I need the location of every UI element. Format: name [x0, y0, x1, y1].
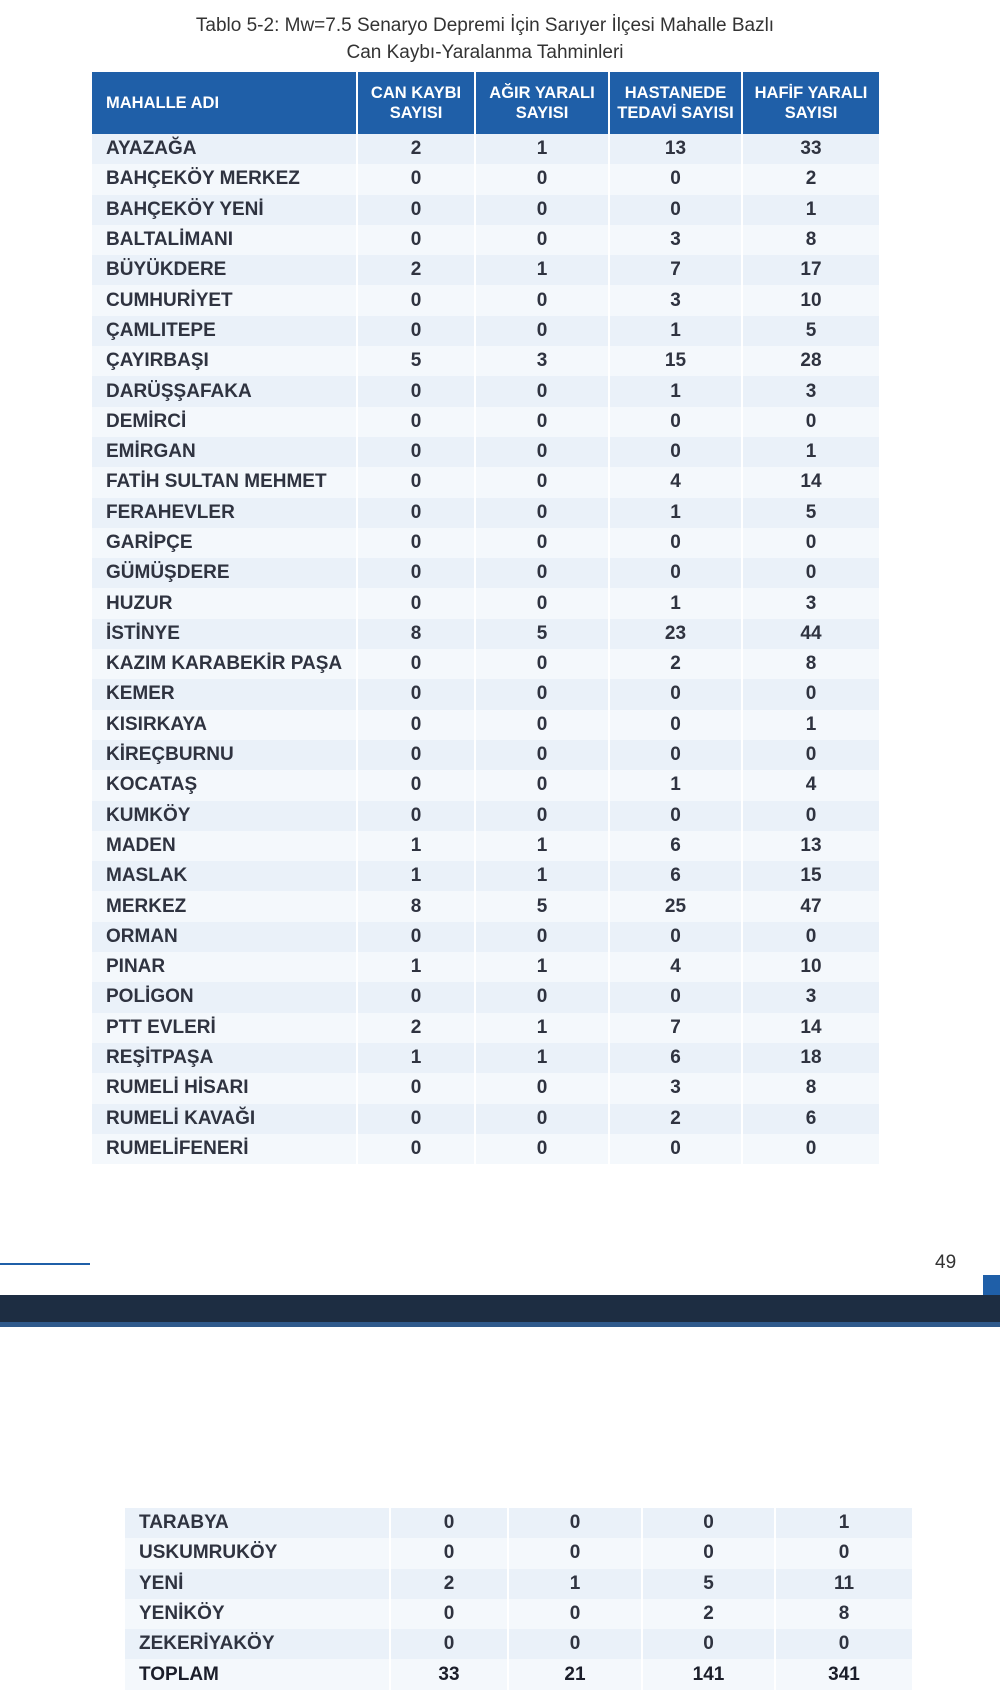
cell-hafif-yarali: 47: [742, 891, 879, 921]
cell-mahalle-adi: KAZIM KARABEKİR PAŞA: [92, 649, 357, 679]
page-number: 49: [935, 1252, 957, 1273]
cell-agir-yarali: 1: [475, 861, 609, 891]
table-row: [125, 1569, 912, 1599]
cell-can-kaybi: 0: [357, 225, 475, 255]
table-row: [92, 528, 879, 558]
cell-agir-yarali: 0: [475, 437, 609, 467]
cell-hafif-yarali: 3: [742, 982, 879, 1012]
cell-can-kaybi: 8: [357, 891, 475, 921]
cell-hafif-yarali: 0: [742, 407, 879, 437]
cell-can-kaybi: 0: [357, 437, 475, 467]
table-row: [125, 1538, 912, 1568]
cell-can-kaybi: 0: [357, 1134, 475, 1164]
cell-can-kaybi: 0: [357, 407, 475, 437]
cell-mahalle-adi: KEMER: [92, 679, 357, 709]
cell-hastanede-tedavi: 0: [609, 195, 742, 225]
cell-hastanede-tedavi: 0: [609, 801, 742, 831]
header-agir-yarali-line1: AĞIR YARALI: [489, 84, 595, 102]
table-row: [92, 316, 879, 346]
table-body-page-2: [125, 1508, 912, 1690]
cell-can-kaybi: 0: [357, 740, 475, 770]
table-row: [92, 982, 879, 1012]
cell-hafif-yarali: 5: [742, 316, 879, 346]
cell-hafif-yarali: 5: [742, 498, 879, 528]
table-row: [92, 285, 879, 315]
cell-hafif-yarali: 0: [742, 558, 879, 588]
table-row: [92, 1134, 879, 1164]
cell-agir-yarali: 1: [475, 831, 609, 861]
header-hafif-yarali-line2: SAYISI: [784, 104, 838, 122]
cell-can-kaybi: 0: [357, 679, 475, 709]
cell-can-kaybi: 0: [357, 649, 475, 679]
cell-agir-yarali: 1: [475, 134, 609, 164]
header-can-kaybi: [357, 72, 475, 134]
cell-agir-yarali: 1: [475, 1043, 609, 1073]
table-row: [92, 225, 879, 255]
total-cell-hafif-yarali: 341: [775, 1659, 912, 1689]
table-row: [92, 407, 879, 437]
cell-mahalle-adi: MERKEZ: [92, 891, 357, 921]
cell-hastanede-tedavi: 0: [609, 679, 742, 709]
cell-agir-yarali: 0: [475, 740, 609, 770]
cell-mahalle-adi: RUMELİ KAVAĞI: [92, 1104, 357, 1134]
cell-agir-yarali: 0: [508, 1508, 642, 1538]
cell-agir-yarali: 0: [475, 467, 609, 497]
cell-hastanede-tedavi: 3: [609, 1073, 742, 1103]
footer-rule: [0, 1263, 90, 1265]
cell-can-kaybi: 0: [390, 1599, 508, 1629]
cell-hastanede-tedavi: 0: [642, 1629, 775, 1659]
cell-hafif-yarali: 15: [742, 861, 879, 891]
cell-hafif-yarali: 33: [742, 134, 879, 164]
cell-mahalle-adi: BALTALİMANI: [92, 225, 357, 255]
header-can-kaybi-line2: SAYISI: [389, 104, 443, 122]
cell-agir-yarali: 0: [475, 922, 609, 952]
table-row: [92, 649, 879, 679]
cell-agir-yarali: 5: [475, 619, 609, 649]
table-row: [92, 1073, 879, 1103]
cell-hastanede-tedavi: 6: [609, 1043, 742, 1073]
total-cell-agir-yarali: 21: [508, 1659, 642, 1689]
cell-hafif-yarali: 10: [742, 952, 879, 982]
cell-hastanede-tedavi: 3: [609, 225, 742, 255]
cell-agir-yarali: 0: [475, 770, 609, 800]
header-hastanede-tedavi: [609, 72, 742, 134]
cell-mahalle-adi: YENİ: [125, 1569, 390, 1599]
page-break-band-edge: [0, 1322, 1000, 1327]
cell-can-kaybi: 0: [357, 801, 475, 831]
header-agir-yarali: [475, 72, 609, 134]
cell-hastanede-tedavi: 5: [642, 1569, 775, 1599]
table-row: [92, 437, 879, 467]
cell-can-kaybi: 2: [357, 1013, 475, 1043]
cell-agir-yarali: 0: [508, 1538, 642, 1568]
cell-hastanede-tedavi: 4: [609, 467, 742, 497]
cell-hastanede-tedavi: 0: [609, 710, 742, 740]
cell-agir-yarali: 0: [475, 710, 609, 740]
cell-can-kaybi: 1: [357, 1043, 475, 1073]
cell-hafif-yarali: 14: [742, 467, 879, 497]
cell-agir-yarali: 0: [475, 225, 609, 255]
cell-hafif-yarali: 0: [742, 528, 879, 558]
caption-line-1: Tablo 5-2: Mw=7.5 Senaryo Depremi İçin Sarıyer İlçesi Mahalle Bazlı: [195, 15, 775, 36]
cell-hafif-yarali: 0: [742, 740, 879, 770]
cell-hastanede-tedavi: 7: [609, 1013, 742, 1043]
cell-hafif-yarali: 0: [742, 922, 879, 952]
cell-agir-yarali: 0: [475, 528, 609, 558]
cell-hastanede-tedavi: 1: [609, 498, 742, 528]
table-row: [125, 1599, 912, 1629]
cell-can-kaybi: 1: [357, 952, 475, 982]
cell-can-kaybi: 0: [357, 498, 475, 528]
header-hafif-yarali: [742, 72, 879, 134]
total-cell-hastanede-tedavi: 141: [642, 1659, 775, 1689]
table-row: [92, 255, 879, 285]
cell-mahalle-adi: BAHÇEKÖY YENİ: [92, 195, 357, 225]
cell-hafif-yarali: 0: [742, 679, 879, 709]
cell-mahalle-adi: BAHÇEKÖY MERKEZ: [92, 164, 357, 194]
table-row: [92, 922, 879, 952]
table-row: [92, 1043, 879, 1073]
cell-mahalle-adi: DEMİRCİ: [92, 407, 357, 437]
cell-hastanede-tedavi: 1: [609, 316, 742, 346]
cell-mahalle-adi: MASLAK: [92, 861, 357, 891]
cell-hastanede-tedavi: 2: [609, 649, 742, 679]
cell-can-kaybi: 0: [357, 164, 475, 194]
cell-mahalle-adi: ZEKERİYAKÖY: [125, 1629, 390, 1659]
cell-mahalle-adi: FATİH SULTAN MEHMET: [92, 467, 357, 497]
cell-mahalle-adi: TARABYA: [125, 1508, 390, 1538]
table-row: [92, 588, 879, 618]
cell-hafif-yarali: 8: [775, 1599, 912, 1629]
cell-can-kaybi: 0: [390, 1508, 508, 1538]
table-row: [92, 679, 879, 709]
cell-mahalle-adi: ÇAMLITEPE: [92, 316, 357, 346]
total-cell-can-kaybi: 33: [390, 1659, 508, 1689]
cell-can-kaybi: 0: [390, 1629, 508, 1659]
cell-agir-yarali: 1: [508, 1569, 642, 1599]
page-break-band: [0, 1295, 1000, 1325]
cell-can-kaybi: 0: [357, 1073, 475, 1103]
cell-hafif-yarali: 6: [742, 1104, 879, 1134]
table-caption: [0, 12, 970, 66]
total-row: [125, 1659, 912, 1689]
cell-mahalle-adi: RUMELİFENERİ: [92, 1134, 357, 1164]
cell-can-kaybi: 0: [357, 558, 475, 588]
cell-hafif-yarali: 28: [742, 346, 879, 376]
cell-mahalle-adi: YENİKÖY: [125, 1599, 390, 1629]
cell-agir-yarali: 0: [475, 316, 609, 346]
cell-can-kaybi: 5: [357, 346, 475, 376]
table-row: [92, 376, 879, 406]
cell-agir-yarali: 0: [475, 1134, 609, 1164]
cell-agir-yarali: 0: [475, 164, 609, 194]
cell-can-kaybi: 0: [357, 982, 475, 1012]
cell-hastanede-tedavi: 23: [609, 619, 742, 649]
cell-can-kaybi: 0: [357, 285, 475, 315]
cell-hastanede-tedavi: 6: [609, 861, 742, 891]
cell-hastanede-tedavi: 1: [609, 770, 742, 800]
table-row: [92, 558, 879, 588]
header-row: [92, 72, 879, 134]
cell-agir-yarali: 0: [475, 498, 609, 528]
cell-mahalle-adi: POLİGON: [92, 982, 357, 1012]
cell-agir-yarali: 0: [475, 376, 609, 406]
cell-hafif-yarali: 44: [742, 619, 879, 649]
cell-can-kaybi: 1: [357, 831, 475, 861]
cell-hafif-yarali: 0: [742, 1134, 879, 1164]
cell-agir-yarali: 0: [475, 407, 609, 437]
cell-hafif-yarali: 14: [742, 1013, 879, 1043]
header-hastanede-tedavi-line2: TEDAVİ SAYISI: [617, 104, 734, 122]
cell-hastanede-tedavi: 15: [609, 346, 742, 376]
cell-mahalle-adi: KUMKÖY: [92, 801, 357, 831]
cell-can-kaybi: 0: [357, 770, 475, 800]
table-row: [125, 1629, 912, 1659]
cell-agir-yarali: 1: [475, 952, 609, 982]
cell-mahalle-adi: KISIRKAYA: [92, 710, 357, 740]
cell-hafif-yarali: 10: [742, 285, 879, 315]
cell-mahalle-adi: CUMHURİYET: [92, 285, 357, 315]
table-row: [92, 346, 879, 376]
cell-can-kaybi: 0: [357, 588, 475, 618]
cell-agir-yarali: 0: [475, 679, 609, 709]
table-row: [125, 1508, 912, 1538]
cell-hastanede-tedavi: 2: [609, 1104, 742, 1134]
cell-can-kaybi: 0: [357, 922, 475, 952]
cell-hafif-yarali: 0: [775, 1538, 912, 1568]
cell-can-kaybi: 0: [357, 1104, 475, 1134]
cell-mahalle-adi: BÜYÜKDERE: [92, 255, 357, 285]
cell-hastanede-tedavi: 0: [609, 164, 742, 194]
table-row: [92, 195, 879, 225]
table-row: [92, 740, 879, 770]
table-row: [92, 164, 879, 194]
cell-mahalle-adi: KOCATAŞ: [92, 770, 357, 800]
cell-can-kaybi: 0: [357, 467, 475, 497]
cell-can-kaybi: 0: [390, 1538, 508, 1568]
cell-hastanede-tedavi: 0: [609, 922, 742, 952]
cell-mahalle-adi: FERAHEVLER: [92, 498, 357, 528]
cell-hastanede-tedavi: 3: [609, 285, 742, 315]
cell-agir-yarali: 0: [475, 588, 609, 618]
cell-mahalle-adi: PTT EVLERİ: [92, 1013, 357, 1043]
cell-hastanede-tedavi: 0: [609, 1134, 742, 1164]
header-can-kaybi-line1: CAN KAYBI: [370, 84, 462, 102]
cell-agir-yarali: 1: [475, 1013, 609, 1043]
cell-can-kaybi: 0: [357, 316, 475, 346]
total-cell-mahalle-adi: TOPLAM: [125, 1659, 390, 1689]
cell-agir-yarali: 0: [475, 982, 609, 1012]
cell-mahalle-adi: REŞİTPAŞA: [92, 1043, 357, 1073]
cell-agir-yarali: 0: [508, 1599, 642, 1629]
cell-agir-yarali: 0: [475, 285, 609, 315]
cell-hafif-yarali: 13: [742, 831, 879, 861]
cell-hafif-yarali: 11: [775, 1569, 912, 1599]
header-hastanede-tedavi-line1: HASTANEDE: [624, 84, 727, 102]
cell-agir-yarali: 0: [475, 558, 609, 588]
cell-hastanede-tedavi: 1: [609, 376, 742, 406]
cell-can-kaybi: 1: [357, 861, 475, 891]
table-row: [92, 952, 879, 982]
cell-can-kaybi: 2: [357, 134, 475, 164]
header-hafif-yarali-line1: HAFİF YARALI: [754, 84, 868, 102]
cell-hafif-yarali: 3: [742, 376, 879, 406]
cell-can-kaybi: 2: [390, 1569, 508, 1599]
table-row: [92, 1104, 879, 1134]
cell-agir-yarali: 1: [475, 255, 609, 285]
table-row: [92, 891, 879, 921]
casualty-table-page-1: [92, 72, 879, 1164]
table-row: [92, 770, 879, 800]
cell-mahalle-adi: DARÜŞŞAFAKA: [92, 376, 357, 406]
cell-hastanede-tedavi: 0: [642, 1538, 775, 1568]
cell-mahalle-adi: ÇAYIRBAŞI: [92, 346, 357, 376]
cell-hastanede-tedavi: 25: [609, 891, 742, 921]
cell-hastanede-tedavi: 0: [609, 437, 742, 467]
cell-mahalle-adi: RUMELİ HİSARI: [92, 1073, 357, 1103]
cell-hastanede-tedavi: 7: [609, 255, 742, 285]
table-row: [92, 861, 879, 891]
cell-hastanede-tedavi: 0: [609, 528, 742, 558]
cell-hafif-yarali: 3: [742, 588, 879, 618]
table-row: [92, 498, 879, 528]
cell-can-kaybi: 2: [357, 255, 475, 285]
header-mahalle-adi: MAHALLE ADI: [92, 72, 357, 134]
cell-hastanede-tedavi: 0: [609, 982, 742, 1012]
cell-mahalle-adi: EMİRGAN: [92, 437, 357, 467]
cell-agir-yarali: 0: [475, 1073, 609, 1103]
table-row: [92, 831, 879, 861]
cell-hafif-yarali: 1: [742, 710, 879, 740]
cell-hafif-yarali: 0: [775, 1629, 912, 1659]
cell-mahalle-adi: PINAR: [92, 952, 357, 982]
cell-agir-yarali: 0: [475, 801, 609, 831]
cell-hafif-yarali: 0: [742, 801, 879, 831]
cell-hafif-yarali: 1: [775, 1508, 912, 1538]
cell-hafif-yarali: 8: [742, 225, 879, 255]
cell-mahalle-adi: AYAZAĞA: [92, 134, 357, 164]
cell-hafif-yarali: 2: [742, 164, 879, 194]
cell-mahalle-adi: GÜMÜŞDERE: [92, 558, 357, 588]
cell-hafif-yarali: 8: [742, 1073, 879, 1103]
table-row: [92, 1013, 879, 1043]
cell-agir-yarali: 0: [508, 1629, 642, 1659]
cell-hastanede-tedavi: 0: [609, 407, 742, 437]
table-row: [92, 619, 879, 649]
caption-line-2: Can Kaybı-Yaralanma Tahminleri: [346, 42, 624, 63]
cell-hastanede-tedavi: 1: [609, 588, 742, 618]
cell-mahalle-adi: KİREÇBURNU: [92, 740, 357, 770]
cell-mahalle-adi: İSTİNYE: [92, 619, 357, 649]
table-row: [92, 710, 879, 740]
cell-hafif-yarali: 17: [742, 255, 879, 285]
cell-can-kaybi: 8: [357, 619, 475, 649]
cell-hastanede-tedavi: 0: [609, 740, 742, 770]
header-agir-yarali-line2: SAYISI: [515, 104, 569, 122]
cell-hastanede-tedavi: 0: [609, 558, 742, 588]
cell-agir-yarali: 3: [475, 346, 609, 376]
cell-mahalle-adi: MADEN: [92, 831, 357, 861]
table-row: [92, 801, 879, 831]
cell-hastanede-tedavi: 0: [642, 1508, 775, 1538]
cell-hafif-yarali: 8: [742, 649, 879, 679]
cell-mahalle-adi: ORMAN: [92, 922, 357, 952]
casualty-table-page-2: [125, 1508, 912, 1690]
cell-agir-yarali: 0: [475, 649, 609, 679]
footer-accent-block: [983, 1275, 1000, 1297]
cell-hafif-yarali: 18: [742, 1043, 879, 1073]
table-row: [92, 134, 879, 164]
cell-hafif-yarali: 4: [742, 770, 879, 800]
cell-hafif-yarali: 1: [742, 437, 879, 467]
cell-agir-yarali: 0: [475, 1104, 609, 1134]
cell-hastanede-tedavi: 13: [609, 134, 742, 164]
cell-hastanede-tedavi: 6: [609, 831, 742, 861]
cell-agir-yarali: 5: [475, 891, 609, 921]
table-row: [92, 467, 879, 497]
table-body-page-1: [92, 134, 879, 1164]
cell-hastanede-tedavi: 4: [609, 952, 742, 982]
cell-can-kaybi: 0: [357, 195, 475, 225]
cell-agir-yarali: 0: [475, 195, 609, 225]
cell-hafif-yarali: 1: [742, 195, 879, 225]
cell-mahalle-adi: USKUMRUKÖY: [125, 1538, 390, 1568]
cell-can-kaybi: 0: [357, 710, 475, 740]
cell-mahalle-adi: HUZUR: [92, 588, 357, 618]
cell-hastanede-tedavi: 2: [642, 1599, 775, 1629]
cell-can-kaybi: 0: [357, 528, 475, 558]
cell-mahalle-adi: GARİPÇE: [92, 528, 357, 558]
cell-can-kaybi: 0: [357, 376, 475, 406]
